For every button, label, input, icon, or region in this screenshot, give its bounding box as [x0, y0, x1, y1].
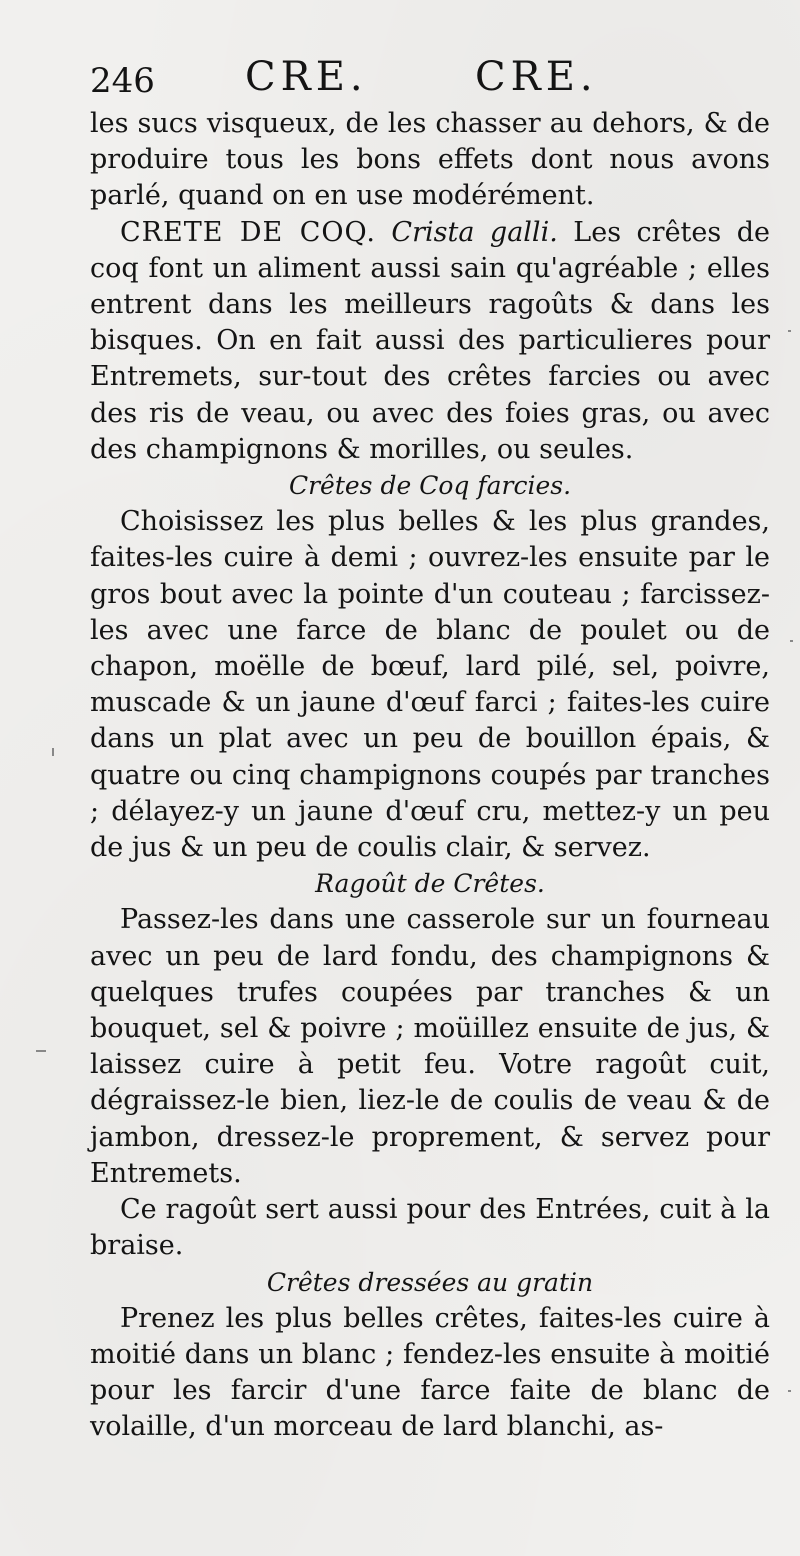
recipe-title: Crêtes de Coq farcies. [288, 471, 572, 501]
entry-headword: CRETE DE COQ. [120, 216, 376, 248]
recipe-paragraph: Ce ragoût sert aussi pour des Entrées, cuit à la braise. [90, 1194, 770, 1262]
body-text [90, 106, 770, 1446]
margin-speck [52, 748, 54, 756]
entry-body: Les crêtes de coq font un aliment aussi sain qu'agréable ; elles entrent dans les meilleurs ragoûts & dans les bisques. On en fait aussi des particulieres pour Entremets, sur-tout des crêtes farcies ou avec des ris de veau, ou avec des foies gras, ou avec des champignons & morilles, ou seules. [90, 216, 770, 465]
running-head-left: CRE. [245, 54, 368, 100]
continued-paragraph: les sucs visqueux, de les chasser au dehors, & de produire tous les bons effets dont nous avons parlé, quand on en use modérément. [90, 108, 770, 212]
recipe-title: Ragoût de Crêtes. [315, 869, 545, 899]
margin-speck [788, 330, 791, 332]
page-number: 246 [90, 61, 155, 101]
entry-paragraph [90, 215, 770, 468]
margin-speck [790, 640, 793, 642]
margin-speck [788, 1390, 791, 1392]
running-head-right: CRE. [475, 54, 598, 100]
recipe-title: Crêtes dressées au gratin [266, 1267, 594, 1297]
margin-speck [36, 1050, 46, 1052]
entry-latin-name: Crista galli. [391, 216, 558, 248]
page-header [90, 54, 770, 100]
recipe-paragraph: Choisissez les plus belles & les plus grandes, faites-les cuire à demi ; ouvrez-les ensuite par le gros bout avec la pointe d'un couteau ; farcissez-les avec une farce de blanc de poulet ou de chapon, moëlle de bœuf, lard pilé, sel, poivre, muscade & un jaune d'œuf farci ; faites-les cuire dans un plat avec un peu de bouillon épais, & quatre ou cinq champignons coupés par tranches ; délayez-y un jaune d'œuf cru, mettez-y un peu de jus & un peu de coulis clair, & servez. [90, 506, 770, 864]
recipe-paragraph: Passez-les dans une casserole sur un fourneau avec un peu de lard fondu, des champignons & quelques trufes coupées par tranches & un bouquet, sel & poivre ; moüillez ensuite de jus, & laissez cuire à petit feu. Votre ragoût cuit, dégraissez-le bien, liez-le de coulis de veau & de jambon, dressez-le proprement, & servez pour Entremets. [90, 904, 770, 1189]
recipe-paragraph: Prenez les plus belles crêtes, faites-les cuire à moitié dans un blanc ; fendez-les ensuite à moitié pour les farcir d'une farce faite de blanc de volaille, d'un morceau de lard blanchi, as- [90, 1302, 770, 1443]
